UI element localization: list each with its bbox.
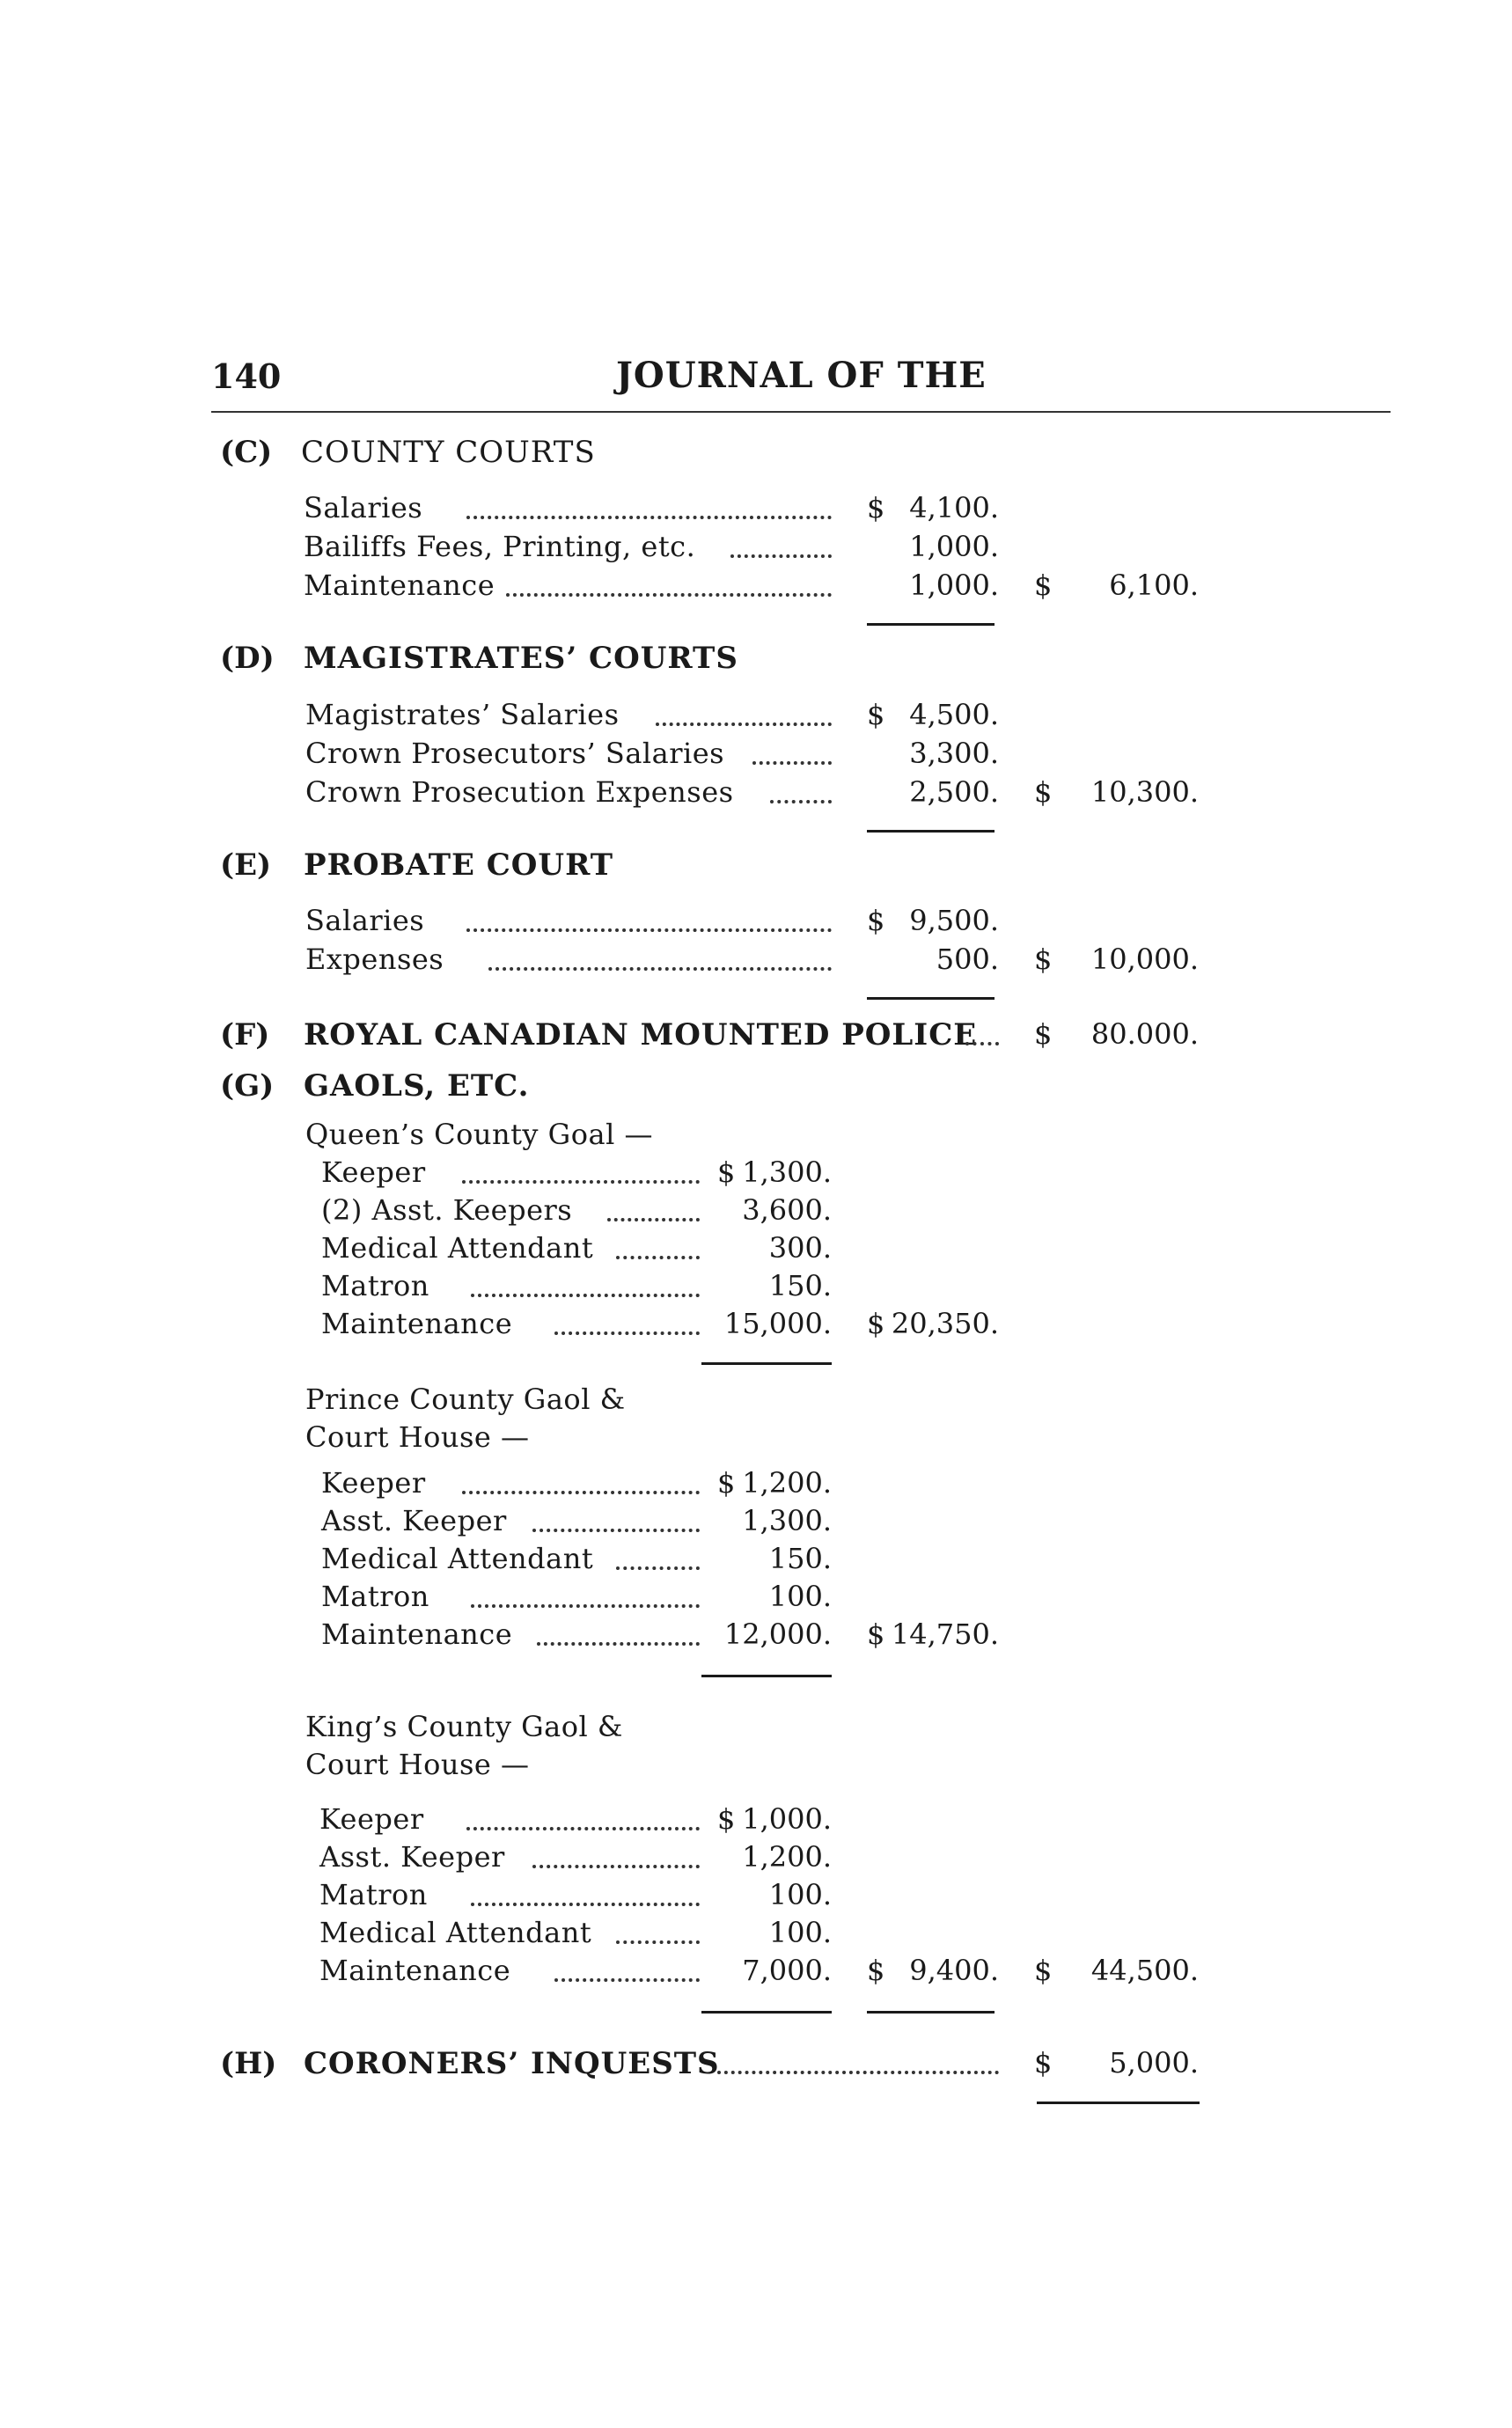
sum-rule — [867, 830, 995, 833]
queens-item-amount: 300. — [768, 1231, 832, 1265]
section-g-letter: (G) — [220, 1068, 275, 1104]
dollar-sign: $ — [867, 1954, 885, 1987]
kings-item-label: Maintenance — [319, 1954, 511, 1987]
section-d-letter: (D) — [220, 641, 275, 676]
prince-item-label: Matron — [321, 1580, 429, 1613]
dollar-sign: $ — [717, 1155, 736, 1189]
dollar-sign: $ — [717, 1466, 736, 1500]
c-total: 6,100. — [1109, 568, 1199, 602]
prince-gaol-title-line1: Prince County Gaol & — [305, 1383, 626, 1416]
section-c-letter: (C) — [220, 435, 273, 470]
d-item-amount: 3,300. — [909, 737, 999, 770]
c-item-label: Salaries — [304, 491, 423, 524]
sum-rule — [1037, 2102, 1200, 2104]
leader-dots — [466, 928, 832, 932]
section-d-title: MAGISTRATES’ COURTS — [304, 641, 738, 676]
leader-dots — [607, 1218, 700, 1221]
leader-dots — [471, 1604, 700, 1608]
kings-item-label: Asst. Keeper — [319, 1840, 505, 1874]
kings-item-amount: 7,000. — [742, 1954, 832, 1987]
d-total: 10,300. — [1090, 775, 1199, 809]
sum-rule — [867, 997, 995, 1000]
d-item-amount: 2,500. — [909, 775, 999, 809]
dollar-sign: $ — [867, 1307, 885, 1340]
prince-gaol-title-line2: Court House — — [305, 1420, 530, 1454]
queens-item-label: Matron — [321, 1269, 429, 1302]
page-number: 140 — [211, 356, 282, 396]
sum-rule — [867, 2011, 995, 2014]
section-f-title: ROYAL CANADIAN MOUNTED POLICE — [304, 1017, 978, 1053]
leader-dots — [554, 1331, 700, 1335]
prince-item-amount: 12,000. — [723, 1617, 832, 1651]
leader-dots — [616, 1566, 700, 1570]
c-item-amount: 4,100. — [909, 491, 999, 524]
dollar-sign: $ — [1034, 2046, 1053, 2080]
leader-dots — [506, 593, 832, 597]
running-head: JOURNAL OF THE — [616, 355, 987, 396]
queens-item-label: (2) Asst. Keepers — [321, 1193, 573, 1227]
prince-item-label: Asst. Keeper — [321, 1504, 507, 1537]
sum-rule — [701, 2011, 832, 2014]
dollar-sign: $ — [1034, 943, 1053, 976]
e-item-label: Salaries — [305, 904, 425, 937]
section-e-letter: (E) — [220, 847, 272, 883]
queens-gaol-title: Queen’s County Goal — — [305, 1118, 653, 1151]
c-item-label: Maintenance — [304, 568, 495, 602]
e-item-amount: 500. — [936, 943, 999, 976]
dollar-sign: $ — [717, 1802, 736, 1836]
leader-dots — [965, 1042, 999, 1045]
d-item-label: Magistrates’ Salaries — [305, 698, 620, 731]
h-total: 5,000. — [1109, 2046, 1199, 2080]
kings-subtotal: 9,400. — [909, 1954, 999, 1987]
sum-rule — [701, 1675, 832, 1677]
dollar-sign: $ — [867, 491, 885, 524]
queens-item-amount: 150. — [768, 1269, 832, 1302]
leader-dots — [537, 1642, 700, 1646]
leader-dots — [488, 967, 832, 971]
leader-dots — [532, 1865, 700, 1868]
prince-item-amount: 1,200. — [742, 1466, 832, 1500]
section-f-letter: (F) — [220, 1017, 270, 1053]
queens-item-amount: 15,000. — [723, 1307, 832, 1340]
kings-item-amount: 100. — [768, 1916, 832, 1949]
d-item-label: Crown Prosecutors’ Salaries — [305, 737, 725, 770]
dollar-sign: $ — [1034, 775, 1053, 809]
section-e-title: PROBATE COURT — [304, 847, 614, 883]
prince-item-label: Maintenance — [321, 1617, 513, 1651]
leader-dots — [466, 516, 832, 519]
prince-item-amount: 100. — [768, 1580, 832, 1613]
leader-dots — [616, 1940, 700, 1944]
section-h-title: CORONERS’ INQUESTS — [304, 2046, 720, 2081]
prince-item-label: Keeper — [321, 1466, 426, 1500]
kings-gaol-title-line1: King’s County Gaol & — [305, 1710, 623, 1743]
c-item-amount: 1,000. — [909, 530, 999, 563]
queens-item-amount: 1,300. — [742, 1155, 832, 1189]
section-c-title: COUNTY COURTS — [301, 435, 596, 470]
queens-item-label: Keeper — [321, 1155, 426, 1189]
leader-dots — [656, 723, 832, 726]
header-rule — [211, 411, 1391, 413]
d-item-label: Crown Prosecution Expenses — [305, 775, 734, 809]
kings-item-label: Keeper — [319, 1802, 424, 1836]
dollar-sign: $ — [1034, 1954, 1053, 1987]
leader-dots — [770, 800, 832, 803]
f-total: 80.000. — [1090, 1017, 1199, 1051]
prince-subtotal: 14,750. — [891, 1617, 999, 1651]
queens-item-label: Maintenance — [321, 1307, 513, 1340]
leader-dots — [717, 2071, 999, 2074]
dollar-sign: $ — [867, 1617, 885, 1651]
leader-dots — [554, 1978, 700, 1982]
leader-dots — [752, 761, 832, 765]
kings-item-label: Matron — [319, 1878, 428, 1911]
c-item-amount: 1,000. — [909, 568, 999, 602]
kings-item-amount: 1,000. — [742, 1802, 832, 1836]
leader-dots — [730, 554, 832, 558]
sum-rule — [701, 1362, 832, 1365]
leader-dots — [462, 1180, 700, 1184]
kings-item-label: Medical Attendant — [319, 1916, 592, 1949]
dollar-sign: $ — [1034, 1017, 1053, 1051]
kings-gaol-title-line2: Court House — — [305, 1748, 530, 1781]
dollar-sign: $ — [867, 698, 885, 731]
g-total: 44,500. — [1090, 1954, 1199, 1987]
leader-dots — [471, 1903, 700, 1906]
kings-item-amount: 100. — [768, 1878, 832, 1911]
queens-subtotal: 20,350. — [891, 1307, 999, 1340]
leader-dots — [616, 1256, 700, 1259]
e-item-amount: 9,500. — [909, 904, 999, 937]
prince-item-amount: 150. — [768, 1542, 832, 1575]
e-total: 10,000. — [1090, 943, 1199, 976]
leader-dots — [532, 1529, 700, 1532]
section-h-letter: (H) — [220, 2046, 277, 2081]
kings-item-amount: 1,200. — [742, 1840, 832, 1874]
prince-item-amount: 1,300. — [742, 1504, 832, 1537]
queens-item-label: Medical Attendant — [321, 1231, 594, 1265]
d-item-amount: 4,500. — [909, 698, 999, 731]
dollar-sign: $ — [867, 904, 885, 937]
prince-item-label: Medical Attendant — [321, 1542, 594, 1575]
e-item-label: Expenses — [305, 943, 444, 976]
sum-rule — [867, 623, 995, 626]
leader-dots — [471, 1294, 700, 1297]
section-g-title: GAOLS, ETC. — [304, 1068, 530, 1104]
queens-item-amount: 3,600. — [742, 1193, 832, 1227]
dollar-sign: $ — [1034, 568, 1053, 602]
c-item-label: Bailiffs Fees, Printing, etc. — [304, 530, 696, 563]
leader-dots — [466, 1827, 700, 1830]
leader-dots — [462, 1491, 700, 1494]
